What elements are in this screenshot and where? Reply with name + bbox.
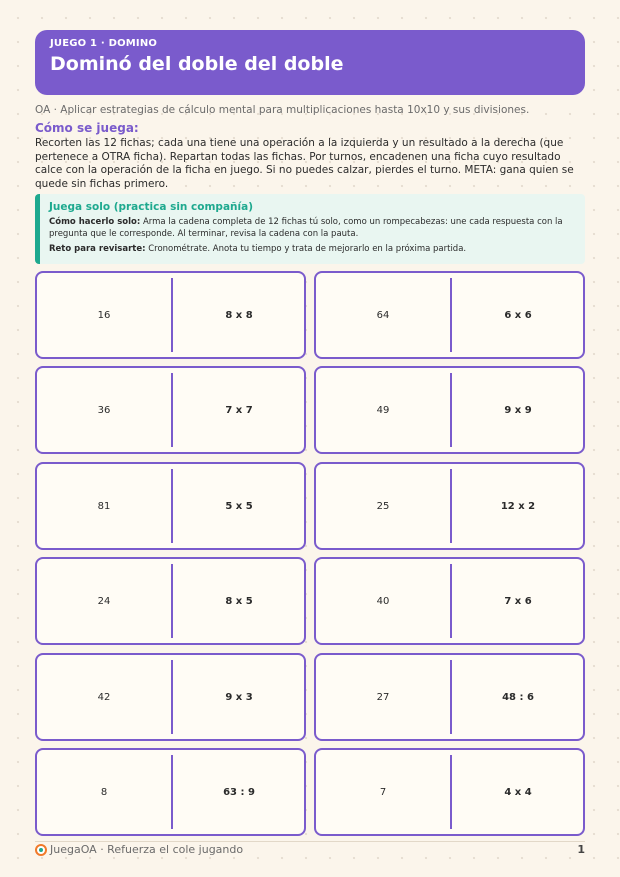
tile-result: 7 [379, 786, 387, 798]
solo-challenge-text: Cronométrate. Anota tu tiempo y trata de mejorarlo en la próxima partida. [145, 244, 467, 254]
tile-operation: 48 : 6 [502, 691, 534, 703]
solo-how-text: Arma la cadena completa de 12 fichas tú solo, como un rompecabezas: une cada respuesta con la pregunta que le corresponde. Al terminar, revisa la cadena con la pauta. [49, 217, 563, 239]
footer-brand: JuegaOA · Refuerza el cole jugando [50, 843, 244, 856]
tile-result: 25 [376, 500, 390, 512]
solo-heading: Juega solo (practica sin compañía) [49, 201, 253, 213]
domino-tile[interactable] [35, 462, 306, 550]
tile-result: 49 [376, 404, 390, 416]
page-title: Dominó del doble del doble [50, 53, 344, 75]
tile-operation: 63 : 9 [223, 786, 255, 798]
tile-operation: 8 x 8 [225, 309, 253, 321]
tile-result: 24 [97, 595, 111, 607]
tile-operation: 8 x 5 [225, 595, 253, 607]
tile-operation: 4 x 4 [504, 786, 532, 798]
tile-operation: 5 x 5 [225, 500, 253, 512]
tile-operation: 7 x 6 [504, 595, 532, 607]
solo-how-label: Cómo hacerlo solo: [49, 217, 141, 227]
domino-tile[interactable] [314, 366, 585, 454]
tile-result: 81 [97, 500, 111, 512]
tile-result: 42 [97, 691, 111, 703]
learning-objective: OA · Aplicar estrategias de cálculo mental para multiplicaciones hasta 10x10 y sus divisiones. [35, 104, 530, 116]
tile-operation: 12 x 2 [500, 500, 536, 512]
tile-result: 27 [376, 691, 390, 703]
domino-tile[interactable] [314, 748, 585, 836]
tile-operation: 9 x 3 [225, 691, 253, 703]
tile-result: 16 [97, 309, 111, 321]
title-banner [35, 30, 585, 95]
tile-result: 64 [376, 309, 390, 321]
domino-tile[interactable] [35, 653, 306, 741]
domino-tile[interactable] [35, 366, 306, 454]
domino-tile[interactable] [314, 271, 585, 359]
tile-operation: 9 x 9 [504, 404, 532, 416]
domino-tile[interactable] [314, 557, 585, 645]
domino-tile[interactable] [314, 653, 585, 741]
solo-how-line [49, 216, 575, 240]
tile-operation: 6 x 6 [504, 309, 532, 321]
game-kicker: JUEGO 1 · DOMINO [50, 38, 158, 49]
solo-challenge-line [49, 243, 575, 255]
juegaoa-logo-icon [35, 844, 47, 856]
domino-tile[interactable] [35, 557, 306, 645]
tile-result: 40 [376, 595, 390, 607]
domino-tile[interactable] [35, 748, 306, 836]
how-to-play-text: Recorten las 12 fichas; cada una tiene una operación a la izquierda y un resultado a la derecha (que pertenece a OTRA ficha). Repartan todas las fichas. Por turnos, encadenen una ficha cuyo resultado calce con la operación de la ficha en juego. Si no puedes calzar, pierdes el turno. META: gana quien se quede sin fichas primero. [35, 137, 574, 190]
domino-tile[interactable] [35, 271, 306, 359]
solo-play-box [35, 194, 585, 264]
page-number: 1 [577, 843, 585, 856]
domino-tile[interactable] [314, 462, 585, 550]
tile-operation: 7 x 7 [225, 404, 253, 416]
tile-result: 8 [100, 786, 108, 798]
footer [35, 843, 585, 856]
footer-divider [35, 841, 585, 842]
how-to-play-heading: Cómo se juega: [35, 121, 139, 135]
tile-result: 36 [97, 404, 111, 416]
solo-challenge-label: Reto para revisarte: [49, 244, 146, 254]
